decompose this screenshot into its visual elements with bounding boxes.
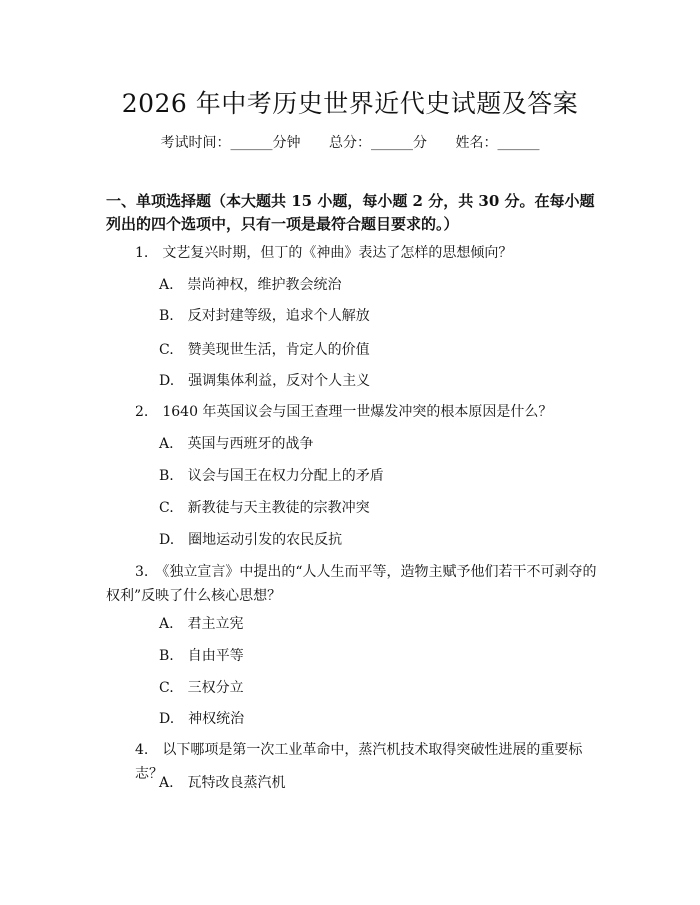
student-name: 姓名：______ bbox=[455, 135, 540, 151]
answer-option: C. 赞美现世生活，肯定人的价值 bbox=[159, 342, 370, 358]
answer-option: A. 崇尚神权，维护教会统治 bbox=[159, 277, 342, 293]
answer-option: B. 自由平等 bbox=[159, 648, 244, 664]
section-heading: 一、单项选择题（本大题共 15 小题，每小题 2 分，共 30 分。在每小题列出的四个选项中，只有一项是最符合题目要求的。） bbox=[106, 192, 595, 233]
question-stem: 4. 以下哪项是第一次工业革命中，蒸汽机技术取得突破性进展的重要标志？ bbox=[135, 742, 583, 782]
question-stem: 3. 《独立宣言》中提出的“人人生而平等，造物主赋予他们若干不可剥夺的权利”反映了什么核心思想？ bbox=[106, 564, 597, 604]
answer-option: C. 新教徒与天主教徒的宗教冲突 bbox=[159, 500, 370, 516]
answer-option: B. 议会与国王在权力分配上的矛盾 bbox=[159, 468, 384, 484]
answer-option: A. 瓦特改良蒸汽机 bbox=[159, 775, 286, 791]
exam-meta bbox=[0, 132, 700, 152]
total-score: 总分：______分 bbox=[329, 135, 427, 151]
answer-option: B. 反对封建等级，追求个人解放 bbox=[159, 308, 370, 324]
answer-option: D. 强调集体利益，反对个人主义 bbox=[159, 373, 371, 389]
answer-option: C. 三权分立 bbox=[159, 680, 244, 696]
answer-option: D. 神权统治 bbox=[159, 711, 245, 727]
exam-time: 考试时间：______分钟 bbox=[160, 135, 301, 151]
question-stem: 2. 1640 年英国议会与国王查理一世爆发冲突的根本原因是什么？ bbox=[135, 404, 553, 420]
answer-option: D. 圈地运动引发的农民反抗 bbox=[159, 532, 343, 548]
page-title: 2026 年中考历史世界近代史试题及答案 bbox=[121, 89, 579, 118]
question-stem: 1. 文艺复兴时期，但丁的《神曲》表达了怎样的思想倾向？ bbox=[135, 245, 513, 261]
answer-option: A. 英国与西班牙的战争 bbox=[159, 436, 314, 452]
answer-option: A. 君主立宪 bbox=[159, 616, 244, 632]
